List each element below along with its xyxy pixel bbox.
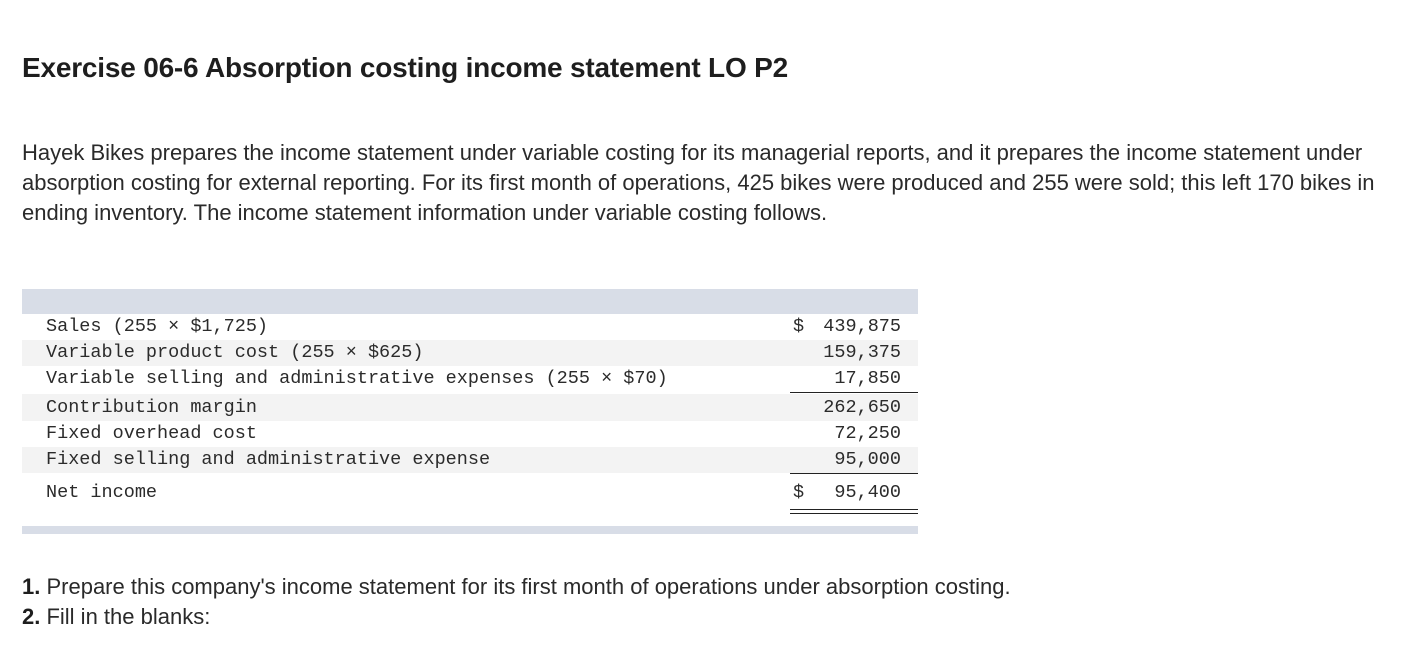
subtotal-rule bbox=[790, 392, 918, 393]
statement-row-fixed-overhead bbox=[22, 421, 918, 447]
instruction-item bbox=[22, 572, 1011, 602]
variable-costing-income-statement bbox=[22, 289, 918, 534]
statement-row-variable-selling-admin bbox=[22, 366, 918, 392]
row-amount: 95,400 bbox=[834, 482, 901, 503]
row-amount: 72,250 bbox=[834, 423, 901, 444]
subtotal-rule bbox=[790, 473, 918, 474]
row-amount: 262,650 bbox=[823, 397, 901, 418]
row-label: Fixed selling and administrative expense bbox=[46, 449, 491, 470]
statement-row-net-income bbox=[22, 475, 918, 511]
row-amount: 17,850 bbox=[834, 368, 901, 389]
row-amount: 159,375 bbox=[823, 342, 901, 363]
row-label: Fixed overhead cost bbox=[46, 423, 257, 444]
page-title: Exercise 06-6 Absorption costing income statement LO P2 bbox=[22, 52, 788, 83]
row-amount: 439,875 bbox=[823, 316, 901, 337]
instructions bbox=[22, 572, 1011, 632]
instruction-text: Fill in the blanks: bbox=[40, 604, 211, 629]
row-label: Variable product cost (255 × $625) bbox=[46, 342, 424, 363]
row-label: Net income bbox=[46, 482, 158, 503]
dollar-sign: $ bbox=[793, 316, 805, 337]
row-amount: 95,000 bbox=[834, 449, 901, 470]
instruction-number: 1. bbox=[22, 574, 41, 599]
statement-row-contribution-margin bbox=[22, 394, 918, 421]
instruction-item bbox=[22, 602, 1011, 632]
instruction-text: Prepare this company's income statement for its first month of operations under absorption costing. bbox=[40, 574, 1011, 599]
statement-row-fixed-selling-admin bbox=[22, 447, 918, 473]
table-footer-band bbox=[22, 526, 918, 534]
table-header-band bbox=[22, 289, 918, 314]
statement-row-sales bbox=[22, 314, 918, 340]
row-label: Sales (255 × $1,725) bbox=[46, 316, 269, 337]
problem-description: Hayek Bikes prepares the income statement under variable costing for its managerial reports, and it prepares the income statement under absorption costing for external reporting. For its first month of operations, 425 bikes were produced and 255 were sold; this left 170 bikes in ending inventory. The income statement information under variable costing follows. bbox=[22, 140, 1375, 225]
row-label: Variable selling and administrative expenses (255 × $70) bbox=[46, 368, 668, 389]
instruction-number: 2. bbox=[22, 604, 41, 629]
row-label: Contribution margin bbox=[46, 397, 257, 418]
total-double-rule bbox=[790, 509, 918, 514]
dollar-sign: $ bbox=[793, 482, 805, 503]
statement-row-variable-product-cost bbox=[22, 340, 918, 366]
